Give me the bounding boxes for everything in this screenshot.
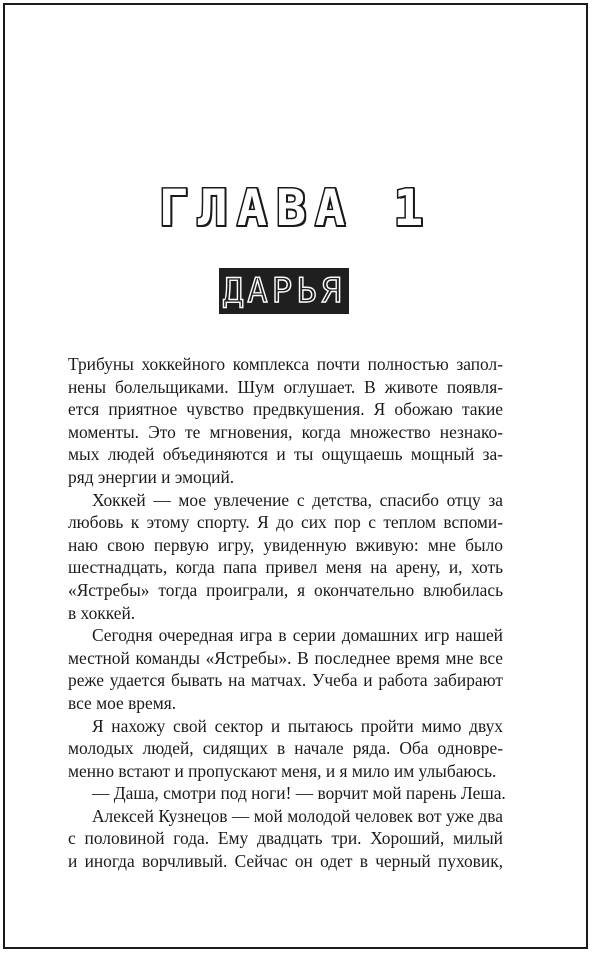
text-line: наю свою первую игру, увиденную вживую: мне было [68,534,503,555]
text-line: мых людей объединяются и ты ощущаешь мощный за- [68,444,503,465]
paragraph [68,624,503,714]
text-line: моменты. Это те мгновения, когда множество незнако- [68,421,503,442]
text-line: местной команды «Ястребы». В последнее время мне все [68,647,503,668]
text-line: ется приятное чувство предвкушения. Я обожаю такие [68,399,503,420]
text-line: Алексей Кузнецов — мой молодой человек вот уже два [92,805,503,826]
text-line: любовь к этому спорту. Я до сих пор с теплом вспоми- [68,512,503,533]
text-line: Трибуны хоккейного комплекса почти полностью запол- [68,354,503,374]
text-line: нены болельщиками. Шум оглушает. В животе появля- [68,376,503,397]
chapter-title: ГЛАВА 1 [158,179,433,237]
chapter-subtitle: ДАРЬЯ [222,271,346,311]
text-line: — Даша, смотри под ноги! — ворчит мой парень Леша. [92,783,506,804]
text-line: и иногда ворчливый. Сейчас он одет в черный пуховик, [68,851,503,872]
paragraph [68,489,503,625]
text-line: ряд энергии и эмоций. [68,466,235,487]
text-line: Хоккей — мое увлечение с детства, спасибо отцу за [92,489,503,510]
paragraph [68,715,503,783]
text-line: менно встают и пропускают меня, и я мило им улыбаюсь. [68,760,497,781]
text-line: в хоккей. [68,602,136,623]
paragraph [68,805,503,873]
text-line: реже удается бывать на матчах. Учеба и работа забирают [68,670,503,691]
text-line: все мое время. [68,692,177,713]
text-line: Сегодня очередная игра в серии домашних игр нашей [92,625,503,646]
book-page [3,3,588,949]
paragraph [68,353,503,489]
text-line: «Ястребы» тогда проиграли, я окончательно влюбилась [68,579,503,600]
paragraph [68,782,506,805]
text-line: молодых людей, сидящих в начале ряда. Оба одновре- [68,738,503,759]
text-line: Я нахожу свой сектор и пытаюсь пройти мимо двух [92,715,503,736]
chapter-body-text [68,353,506,873]
text-line: шестнадцать, когда папа привел меня на арену, и, хоть [68,557,503,578]
text-line: с половиной года. Ему двадцать три. Хороший, милый [68,828,503,849]
chapter-subtitle-box [219,268,349,314]
